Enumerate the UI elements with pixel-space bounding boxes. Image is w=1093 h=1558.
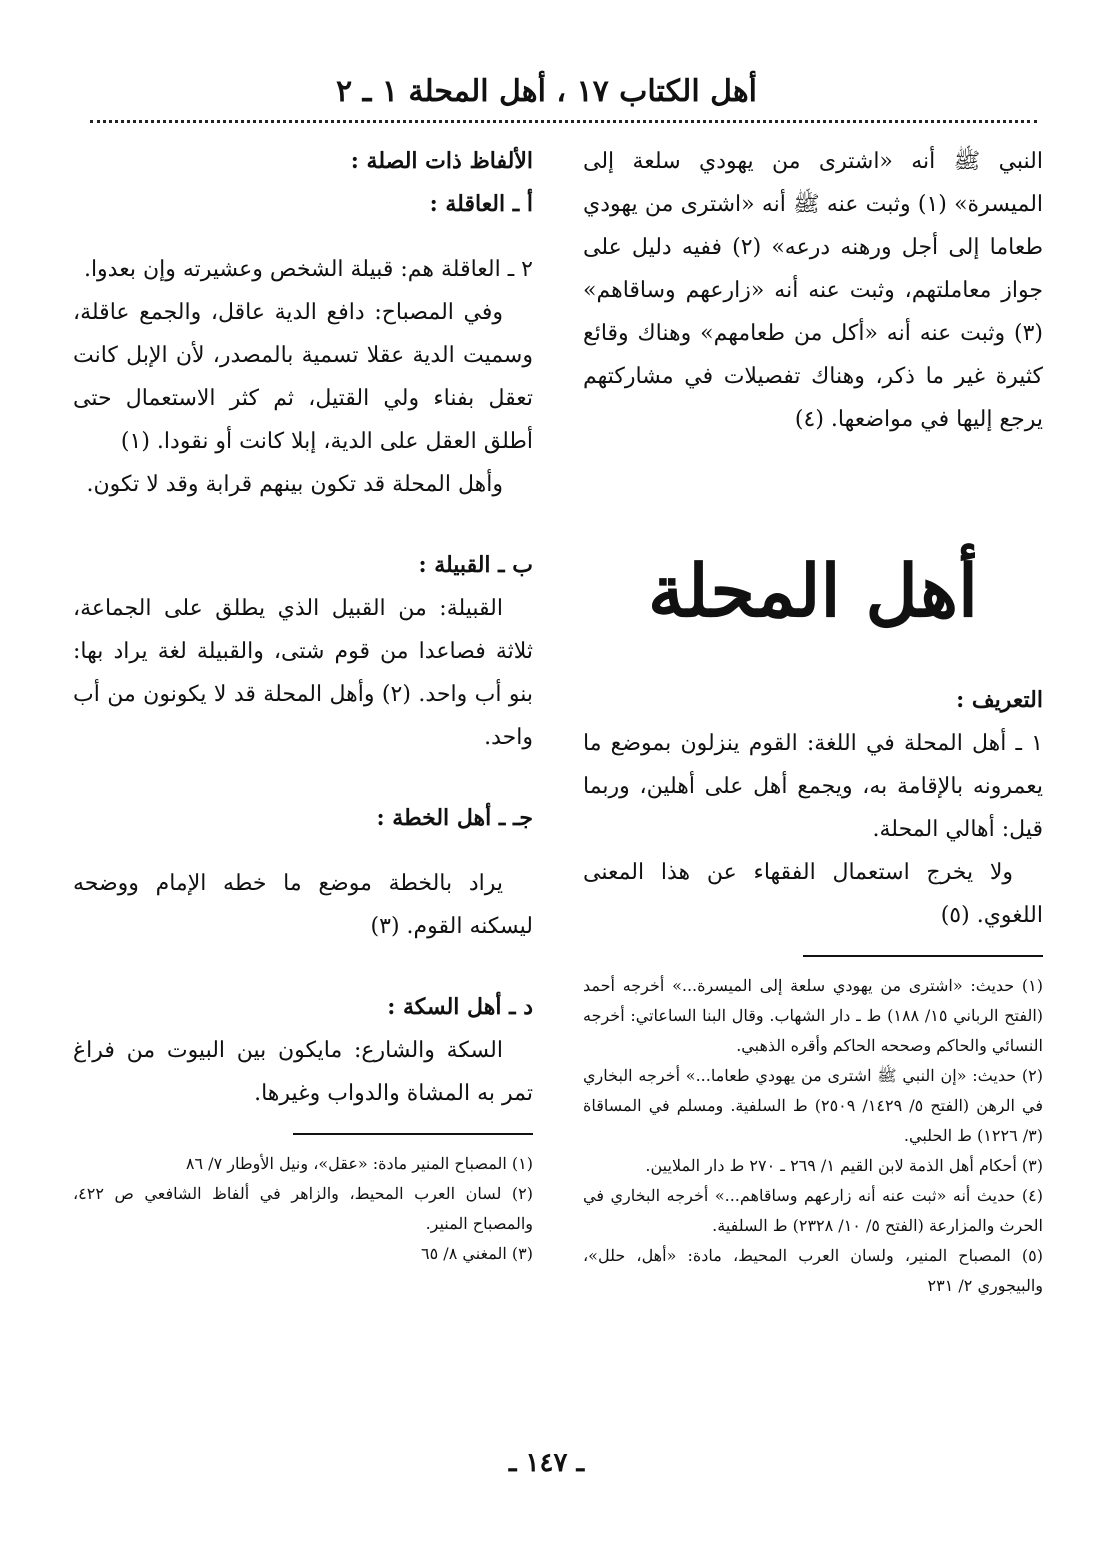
subheading-aqila: أ ـ العاقلة : bbox=[429, 191, 533, 217]
spacer bbox=[583, 641, 1043, 679]
definition-paragraph-1: ١ ـ أهل المحلة في اللغة: القوم ينزلون بموضع ما يعمرونه بالإقامة به، ويجمع أهل على أهلين، وربما قيل: أهالي المحلة. bbox=[583, 731, 1043, 842]
left-column bbox=[73, 140, 533, 1269]
footnote-2: (٢) لسان العرب المحيط، والزاهر في ألفاظ الشافعي ص ٤٢٢، والمصباح المنير. bbox=[73, 1184, 533, 1233]
footnote-4: (٤) حديث أنه «ثبت عنه أنه زارعهم وساقاهم...» أخرجه البخاري في الحرث والمزارعة (الفتح ٥/ ١٠/ ٢٣٢٨) ط السلفية. bbox=[583, 1186, 1043, 1235]
paragraph-misbah: وفي المصباح: دافع الدية عاقل، والجمع عاقلة، وسميت الدية عقلا تسمية بالمصدر، لأن الإبل كانت تعقل بفناء ولي القتيل، ثم كثر الاستعمال حتى أطلق العقل على الدية، إبلا كانت أو نقودا. (١) bbox=[73, 300, 533, 454]
paragraph-qabila: القبيلة: من القبيل الذي يطلق على الجماعة، ثلاثة فصاعدا من قوم شتى، والقبيلة لغة يراد بها: بنو أب واحد. (٢) وأهل المحلة قد لا يكونون من أب واحد. bbox=[73, 596, 534, 750]
spacer bbox=[73, 759, 533, 797]
definition-heading: التعريف : bbox=[956, 687, 1043, 713]
paragraph-khitta: يراد بالخطة موضع ما خطه الإمام ووضحه ليسكنه القوم. (٣) bbox=[73, 871, 533, 939]
running-header: أهل الكتاب ١٧ ، أهل المحلة ١ ـ ٢ bbox=[336, 74, 757, 109]
right-column bbox=[583, 140, 1043, 1301]
page-number: ـ ١٤٧ ـ bbox=[508, 1448, 585, 1478]
definition-paragraph-2: ولا يخرج استعمال الفقهاء عن هذا المعنى اللغوي. (٥) bbox=[583, 860, 1043, 928]
spacer bbox=[73, 948, 533, 986]
spacer bbox=[73, 840, 533, 862]
intro-paragraph: النبي ﷺ أنه «اشترى من يهودي سلعة إلى الميسرة» (١) وثبت عنه ﷺ أنه «اشترى من يهودي طعاما إلى أجل ورهنه درعه» (٢) ففيه دليل على جواز معاملتهم، وثبت عنه أنه «زارعهم وساقاهم» (٣) وثبت عنه أنه «أكل من طعامهم» وهناك وقائع كثيرة غير ما ذكر، وهناك تفصيلات في مشاركتهم يرجع إليها في مواضعها. (٤) bbox=[583, 149, 1044, 432]
footnote-5: (٥) المصباح المنير، ولسان العرب المحيط، مادة: «أهل، حلل»، والبيجوري ٢/ ٢٣١ bbox=[583, 1246, 1043, 1295]
footnote-rule bbox=[803, 955, 1043, 957]
footnote-1: (١) حديث: «اشترى من يهودي سلعة إلى الميسرة...» أخرجه أحمد (الفتح الرباني ١٥/ ١٨٨) ط ـ دار الشهاب. وقال البنا الساعاتي: أخرجه النسائي والحاكم وصححه الحاكم وأقره الذهبي. bbox=[583, 976, 1044, 1055]
spacer bbox=[73, 506, 533, 544]
footnote-2: (٢) حديث: «إن النبي ﷺ اشترى من يهودي طعاما...» أخرجه البخاري في الرهن (الفتح ٥/ ١٤٢٩/ ٢٥٠٩) ط السلفية. ومسلم في المساقاة (٣/ ١٢٢٦) ط الحلبي. bbox=[583, 1066, 1044, 1145]
paragraph-sikka: السكة والشارع: مايكون بين البيوت من فراغ تمر به المشاة والدواب وغيرها. bbox=[73, 1038, 533, 1106]
subheading-qabila: ب ـ القبيلة : bbox=[418, 552, 533, 578]
subheading-khitta: جـ ـ أهل الخطة : bbox=[376, 805, 533, 831]
spacer bbox=[73, 226, 533, 248]
footnote-1: (١) المصباح المنير مادة: «عقل»، ونيل الأوطار ٧/ ٨٦ bbox=[185, 1154, 533, 1173]
related-terms-heading: الألفاظ ذات الصلة : bbox=[350, 148, 533, 174]
article-title: أهل المحلة bbox=[647, 548, 979, 633]
paragraph-mahalla: وأهل المحلة قد تكون بينهم قرابة وقد لا تكون. bbox=[86, 472, 503, 497]
footnote-3: (٣) المغني ٨/ ٦٥ bbox=[421, 1244, 533, 1263]
footnote-3: (٣) أحكام أهل الذمة لابن القيم ١/ ٢٦٩ ـ ٢٧٠ ط دار الملايين. bbox=[645, 1156, 1043, 1175]
spacer bbox=[583, 441, 1043, 541]
footnote-rule bbox=[293, 1133, 533, 1135]
subheading-sikka: د ـ أهل السكة : bbox=[387, 994, 533, 1020]
header-dotted-rule bbox=[90, 120, 1037, 123]
paragraph-aqila: ٢ ـ العاقلة هم: قبيلة الشخص وعشيرته وإن بعدوا. bbox=[83, 257, 533, 282]
